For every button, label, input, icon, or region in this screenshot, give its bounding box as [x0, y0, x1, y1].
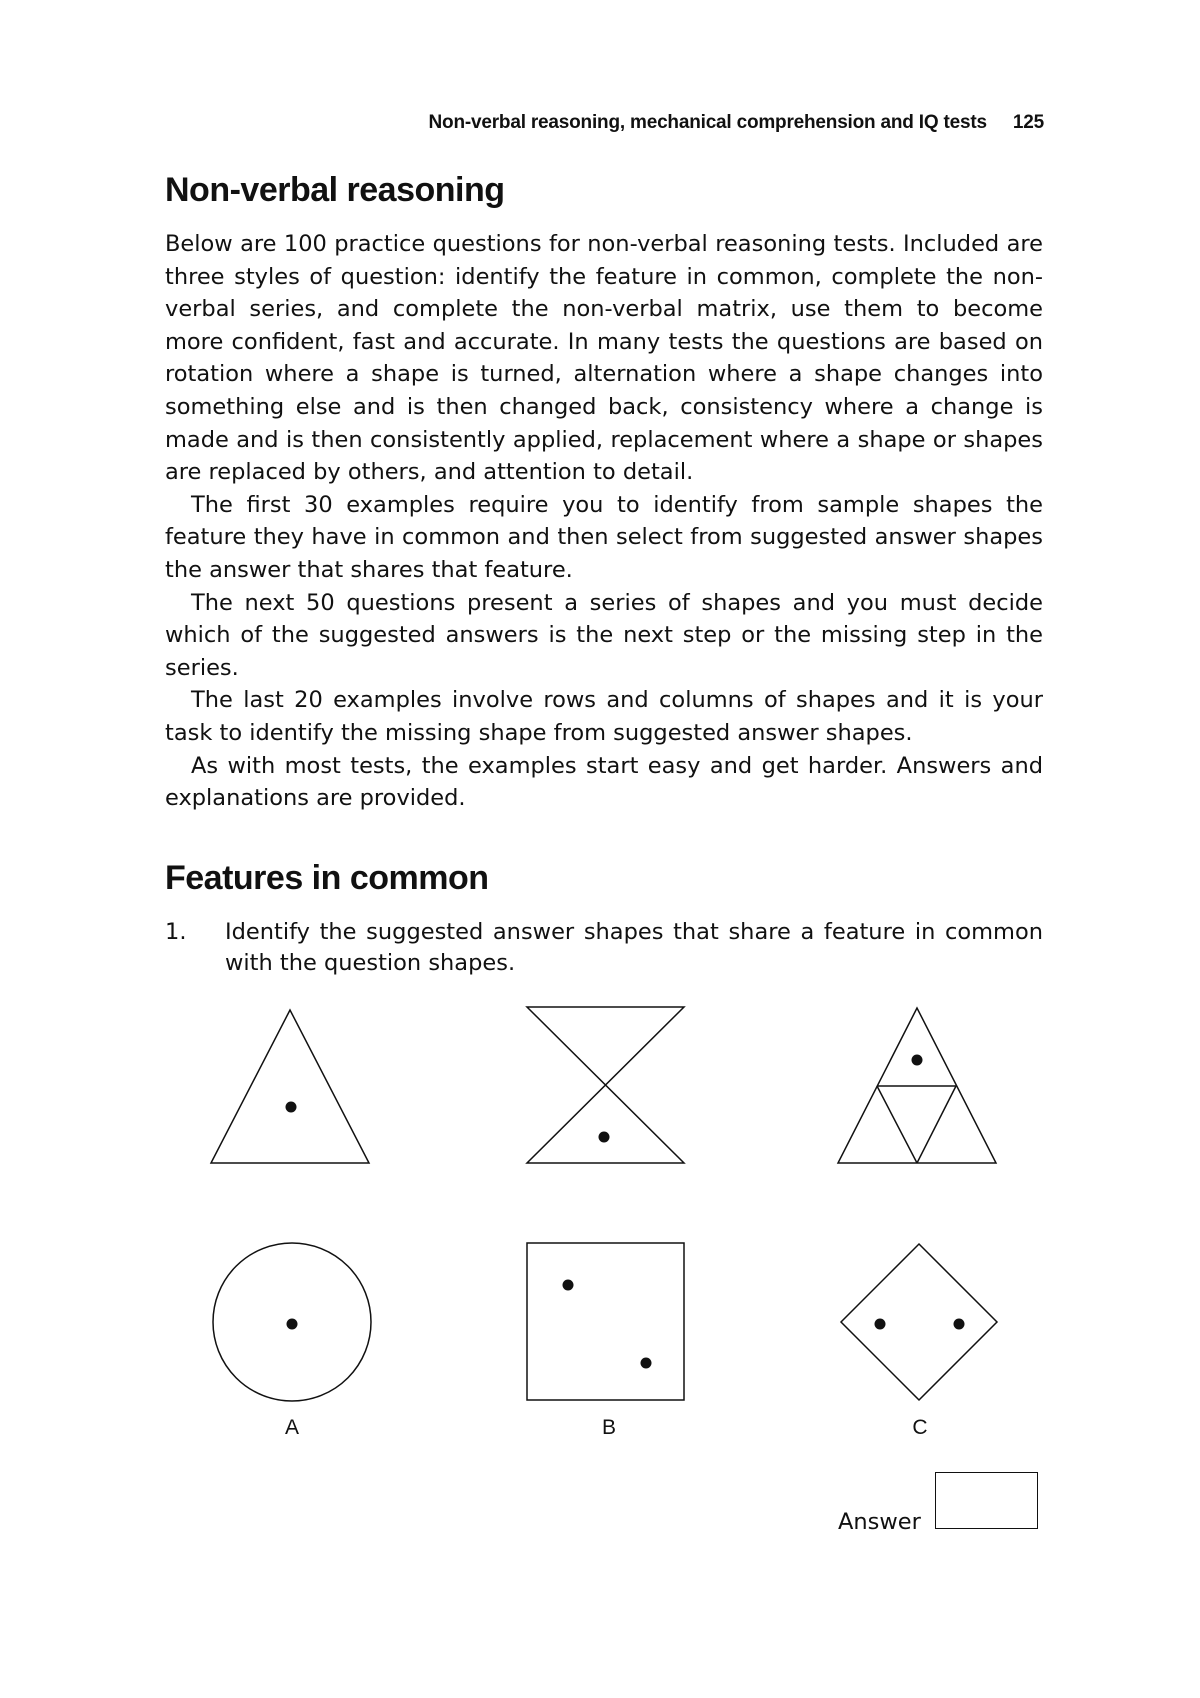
- question-shape-hourglass: [527, 1007, 684, 1163]
- option-label-a: A: [284, 1416, 300, 1439]
- section-title: Non-verbal reasoning: [165, 171, 505, 209]
- paragraph: The first 30 examples require you to identify from sample shapes the feature they have in common and then select from suggested answer shapes the answer that shares that feature.: [165, 491, 1043, 583]
- paragraph: Below are 100 practice questions for non-verbal reasoning tests. Included are three styles of question: identify the feature in common, complete the non-verbal series, and complete the non-verbal matrix, use them to become more confident, fast and accurate. In many tests the questions are based on rotation where a shape is turned, alternation where a shape changes into something else and is then changed back, consistency where a change is made and is then consistently applied, replacement where a shape or shapes are replaced by others, and attention to detail.: [165, 231, 1043, 486]
- running-title: Non-verbal reasoning, mechanical comprehension and IQ tests: [428, 112, 987, 133]
- answer-label: Answer: [838, 1509, 921, 1535]
- question-number: 1.: [165, 919, 187, 945]
- answer-shape-a-circle: [213, 1243, 371, 1401]
- option-label-c: C: [912, 1416, 928, 1439]
- answer-shape-b-square: [527, 1243, 684, 1400]
- subsection-title: Features in common: [165, 859, 489, 897]
- answer-box[interactable]: [935, 1472, 1038, 1529]
- answer-shape-c-diamond: [841, 1244, 997, 1400]
- page-number: 125: [1012, 112, 1044, 133]
- question-text: Identify the suggested answer shapes that share a feature in common with the question shapes.: [225, 919, 1043, 976]
- question-shape-subdivided-triangle: [838, 1008, 996, 1163]
- paragraph: The next 50 questions present a series of shapes and you must decide which of the suggested answers is the next step or the missing step in the series.: [165, 589, 1043, 681]
- option-label-b: B: [601, 1416, 617, 1439]
- paragraph: As with most tests, the examples start easy and get harder. Answers and explanations are provided.: [165, 752, 1043, 812]
- question-shape-triangle: [211, 1010, 369, 1163]
- paragraph: The last 20 examples involve rows and columns of shapes and it is your task to identify the missing shape from suggested answer shapes.: [165, 687, 1043, 746]
